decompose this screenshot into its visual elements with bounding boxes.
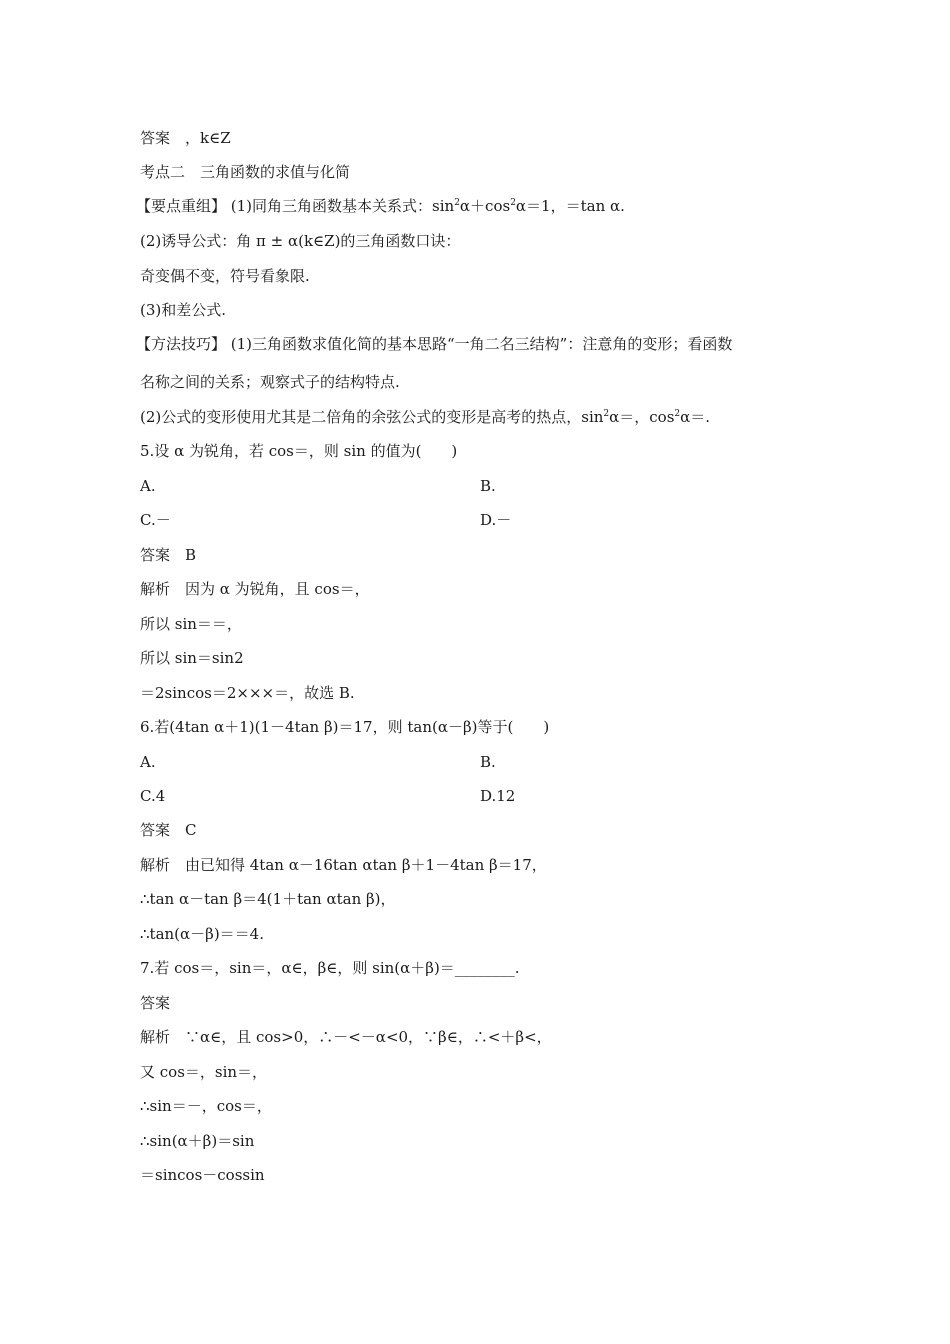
q5-answer: 答案 B	[140, 546, 197, 564]
q7-solution-4: ∴sin(α＋β)＝sin	[140, 1132, 255, 1150]
q6-option-d: D.12	[480, 787, 516, 805]
superscript: 2	[603, 409, 610, 419]
section-heading: 考点二 三角函数的求值与化简	[140, 163, 351, 181]
answer-line: 答案 ，k∈Z	[140, 129, 231, 147]
q6-option-a: A.	[140, 753, 156, 771]
key-points-line	[136, 196, 625, 216]
key-points-text-2: α＋cos	[459, 197, 511, 215]
superscript: 2	[510, 198, 516, 208]
superscript: 2	[674, 409, 681, 419]
q5-solution-1: 解析 因为 α 为锐角，且 cos＝，	[140, 580, 370, 598]
q6-solution-3: ∴tan(α－β)＝＝4.	[140, 925, 264, 943]
double-angle-text-2: α＝，cos	[609, 408, 675, 426]
q5-solution-3: 所以 sin＝sin2	[140, 649, 244, 667]
q7-solution-2: 又 cos＝，sin＝，	[140, 1063, 268, 1081]
key-points-text-1: 【要点重组】 (1)同角三角函数基本关系式：sin	[136, 197, 455, 215]
q6-answer: 答案 C	[140, 821, 197, 839]
q7-solution-1: 解析 ∵α∈，且 cos>0，∴－<－α<0，∵β∈，∴<＋β<，	[140, 1028, 552, 1046]
q7-answer: 答案	[140, 994, 171, 1012]
q6-solution-1: 解析 由已知得 4tan α－16tan αtan β＋1－4tan β＝17，	[140, 856, 547, 874]
q6-option-b: B.	[480, 753, 496, 771]
sum-difference-line: (3)和差公式.	[140, 301, 227, 319]
key-points-text-3: α＝1，＝tan α.	[515, 197, 625, 215]
question-5: 5.设 α 为锐角，若 cos＝，则 sin 的值为( )	[140, 442, 458, 460]
method-tips-continued: 名称之间的关系；观察式子的结构特点.	[140, 373, 400, 391]
q6-solution-2: ∴tan α－tan β＝4(1＋tan αtan β)，	[140, 890, 396, 908]
question-7: 7.若 cos＝，sin＝，α∈，β∈，则 sin(α＋β)＝________.	[140, 959, 520, 977]
q5-option-d: D.－	[480, 511, 512, 529]
induction-formula-line: (2)诱导公式：角 π ± α(k∈Z)的三角函数口诀：	[140, 232, 461, 250]
double-angle-text-1: (2)公式的变形使用尤其是二倍角的余弦公式的变形是高考的热点，sin	[140, 408, 604, 426]
q5-option-c: C.－	[140, 511, 171, 529]
superscript: 2	[454, 198, 460, 208]
double-angle-text-3: α＝.	[680, 408, 711, 426]
question-6: 6.若(4tan α＋1)(1－4tan β)＝17，则 tan(α－β)等于( )	[140, 718, 550, 736]
q5-option-a: A.	[140, 477, 156, 495]
mnemonic-line: 奇变偶不变，符号看象限.	[140, 267, 310, 285]
double-angle-line	[140, 407, 710, 427]
q5-option-b: B.	[480, 477, 496, 495]
q6-option-c: C.4	[140, 787, 166, 805]
q5-solution-4: ＝2sincos＝2×××＝，故选 B.	[140, 684, 355, 702]
method-tips-line: 【方法技巧】 (1)三角函数求值化简的基本思路“一角二名三结构”：注意角的变形；看函数	[136, 335, 733, 353]
q7-solution-5: ＝sincos－cossin	[140, 1166, 265, 1184]
q5-solution-2: 所以 sin＝＝，	[140, 615, 242, 633]
q7-solution-3: ∴sin＝－，cos＝，	[140, 1097, 272, 1115]
